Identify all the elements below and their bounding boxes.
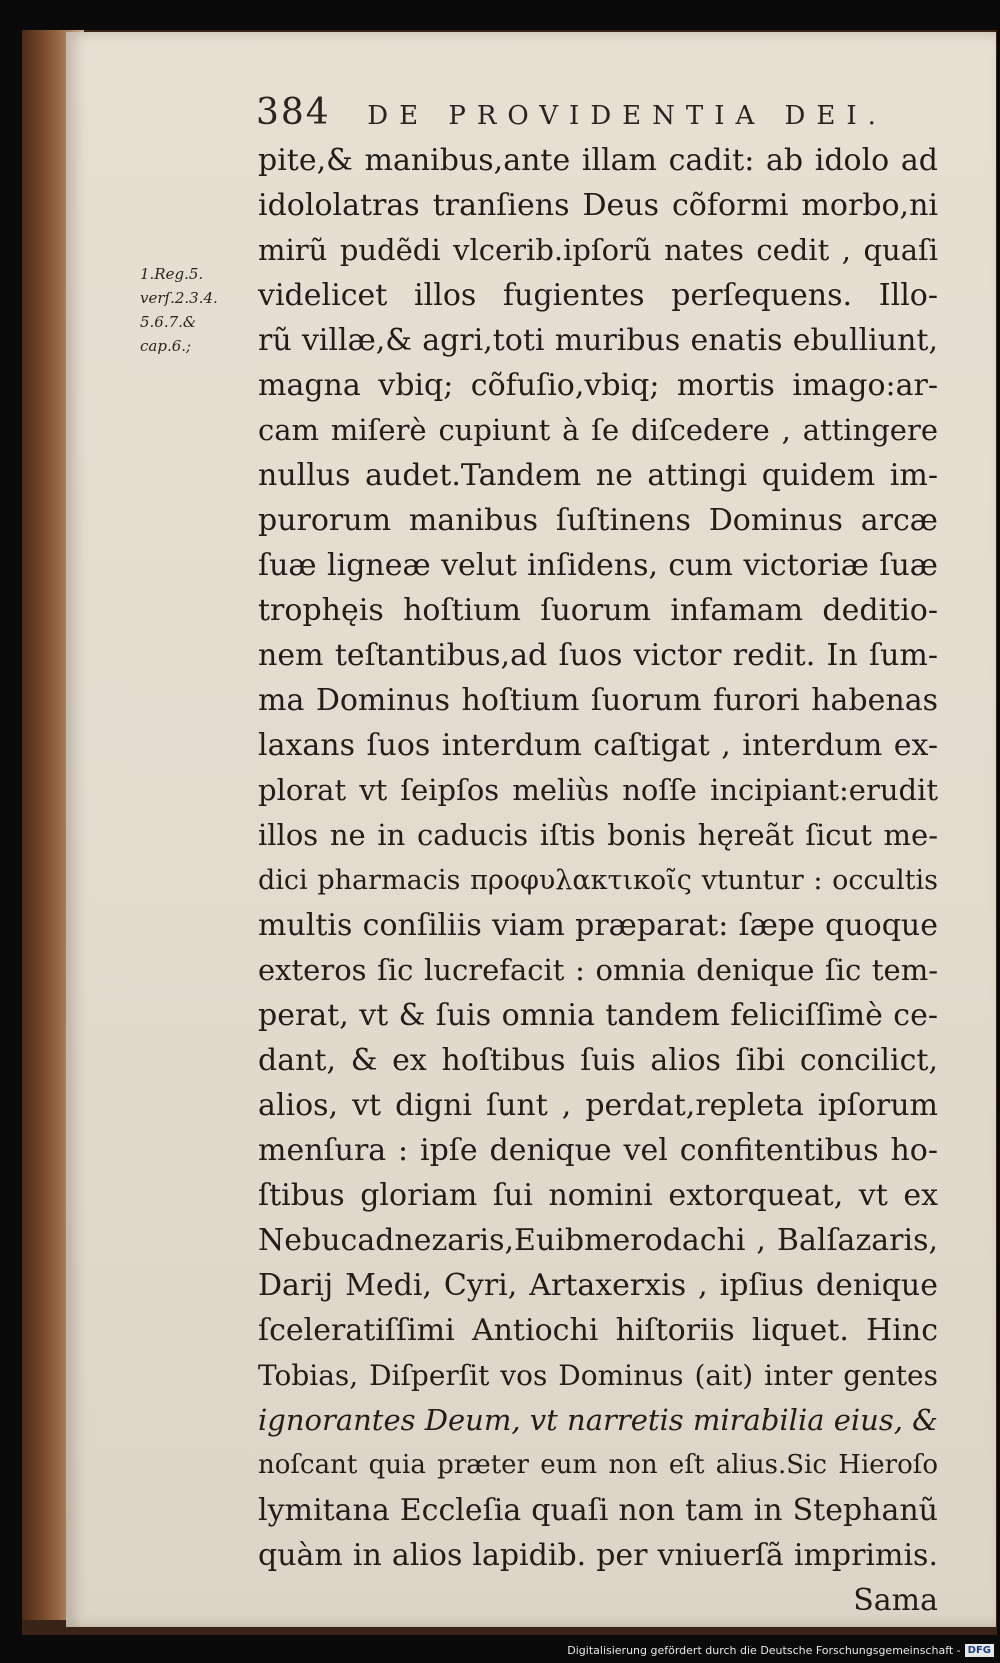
text-line: dant, & ex hoſtibus ſuis alios ſibi concilict, (258, 1043, 938, 1078)
text-line: trophęis hoſtium ſuorum infamam deditio- (258, 593, 938, 628)
running-title: DE PROVIDENTIA DEI. (367, 101, 887, 131)
text-line: menſura : ipſe denique vel confitentibus ho- (258, 1133, 938, 1168)
text-line: Nebucadnezaris,Euibmerodachi , Balſazaris, (258, 1223, 938, 1258)
credit-text: Digitalisierung gefördert durch die Deutsche Forschungsgemeinschaft - (567, 1643, 961, 1657)
text-line: plorat vt ſeipſos meliùs noſſe incipiant:erudit (258, 773, 938, 807)
text-line: alios, vt digni ſunt , perdat,repleta ipſorum (258, 1088, 938, 1123)
text-line: magna vbiq; cõfuſio,vbiq; mortis imago:ar- (258, 368, 938, 403)
page-number: 384 (256, 92, 331, 133)
text-line: Darij Medi, Cyri, Artaxerxis , ipſius denique (258, 1268, 938, 1303)
text-line: perat, vt & ſuis omnia tandem feliciſſimè ce- (258, 998, 938, 1033)
text-line: ignorantes Deum, vt narretis mirabilia eius, & (258, 1403, 938, 1437)
body-text (258, 138, 938, 1623)
text-line: exteros ſic lucrefacit : omnia denique ſic tem- (258, 953, 938, 987)
text-line: Tobias, Diſperſit vos Dominus (ait) inter gentes (258, 1359, 938, 1392)
text-line: dici pharmacis προφυλακτικοῖς vtuntur : occultis (258, 865, 938, 896)
text-line: ſuæ ligneæ velut inſidens, cum victoriæ ſuæ (258, 548, 938, 583)
text-line: multis conſiliis viam præparat: ſæpe quoque (258, 908, 938, 943)
text-line: lymitana Eccleſia quaſi non tam in Stephanũ (258, 1493, 938, 1528)
marginal-note (140, 262, 252, 358)
text-line: cam miſerè cupiunt à ſe diſcedere , attingere (258, 413, 938, 447)
running-head (256, 92, 896, 142)
marginal-note-line: 1.Reg.5. (140, 265, 204, 283)
text-line: ma Dominus hoſtium ſuorum furori habenas (258, 683, 938, 718)
text-line: ſceleratiſſimi Antiochi hiſtoriis liquet. Hinc (258, 1313, 938, 1348)
text-line: ſtibus gloriam ſui nomini extorqueat, vt ex (258, 1178, 938, 1213)
text-line: pite,& manibus,ante illam cadit: ab idolo ad (258, 143, 938, 178)
text-line: laxans ſuos interdum caſtigat , interdum ex- (258, 728, 938, 763)
text-line: purorum manibus ſuſtinens Dominus arcæ (258, 503, 938, 538)
catchword: Sama (853, 1583, 938, 1618)
marginal-note-line: verſ.2.3.4. (140, 289, 218, 307)
marginal-note-line: cap.6.; (140, 337, 192, 355)
text-line: mirũ pudẽdi vlcerib.ipſorũ nates cedit , quaſi (258, 233, 938, 267)
dfg-logo: DFG (965, 1644, 994, 1657)
text-line: videlicet illos fugientes perſequens. Illo- (258, 278, 938, 313)
text-line: illos ne in caducis iſtis bonis hęreãt ſicut me- (258, 818, 938, 852)
text-line: idololatras tranſiens Deus cõformi morbo,ni (258, 188, 938, 223)
text-line: rũ villæ,& agri,toti muribus enatis ebulliunt, (258, 323, 938, 358)
text-line: quàm in alios lapidib. per vniuerſã imprimis. (258, 1538, 938, 1573)
text-line: nem teſtantibus,ad ſuos victor redit. In ſum- (258, 638, 938, 673)
text-line: nullus audet.Tandem ne attingi quidem im- (258, 458, 938, 493)
marginal-note-line: 5.6.7.& (140, 313, 197, 331)
digitization-credit (567, 1642, 994, 1658)
text-line: noſcant quia præter eum non eſt alius.Sic Hieroſo (258, 1450, 938, 1480)
